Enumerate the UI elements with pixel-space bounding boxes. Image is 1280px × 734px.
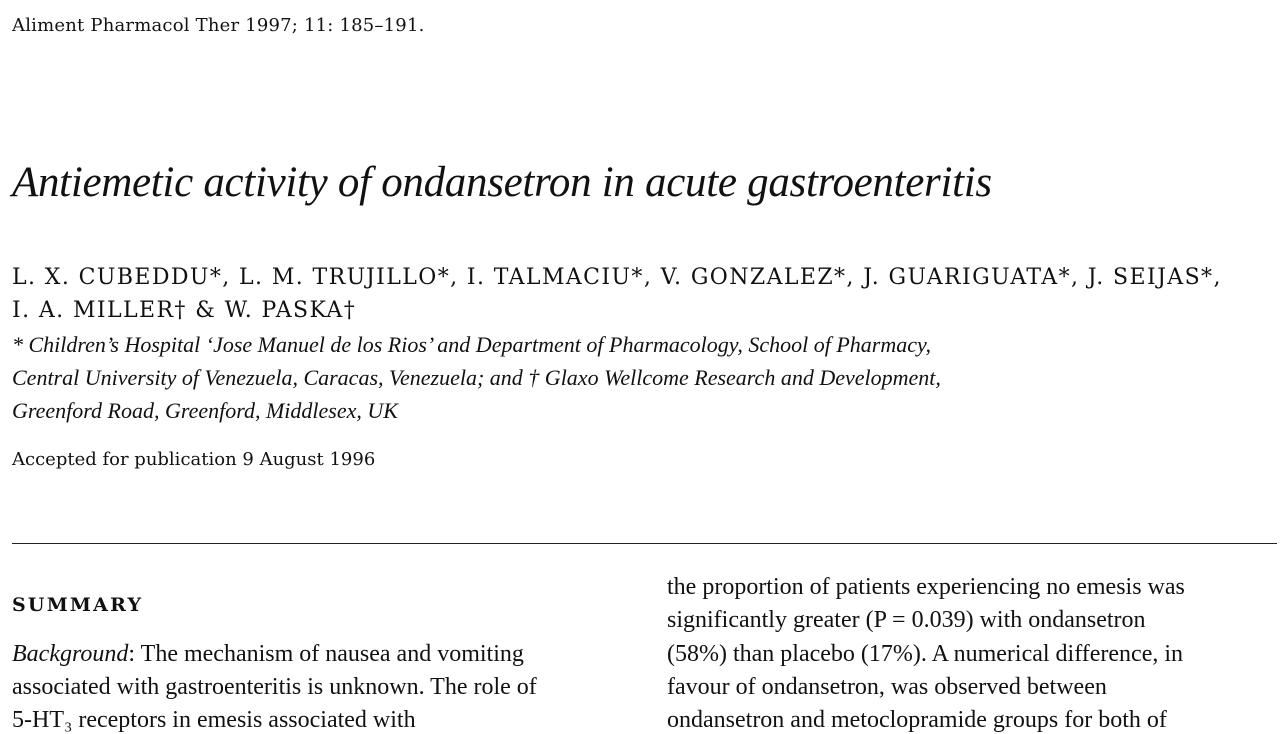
article-title: Antiemetic activity of ondansetron in acute gastroenteritis — [12, 159, 992, 206]
author-line-2: I. A. MILLER† & W. PASKA† — [12, 298, 357, 323]
summary-left-line: associated with gastroenteritis is unknown. The role of — [12, 674, 537, 700]
summary-left-line — [12, 641, 524, 668]
affiliation-line-2: Central University of Venezuela, Caracas, Venezuela; and † Glaxo Wellcome Research and Development, — [12, 365, 941, 390]
summary-right-line: significantly greater (P = 0.039) with ondansetron — [667, 607, 1146, 633]
journal-reference: Aliment Pharmacol Ther 1997; 11: 185–191. — [12, 15, 425, 36]
affiliation-line-1: * Children’s Hospital ‘Jose Manuel de los Rios’ and Department of Pharmacology, School of Pharmacy, — [12, 332, 932, 357]
affiliation-line-3: Greenford Road, Greenford, Middlesex, UK — [12, 398, 398, 423]
summary-right-line: favour of ondansetron, was observed between — [667, 674, 1107, 700]
summary-heading: SUMMARY — [12, 594, 144, 616]
author-line-1: L. X. CUBEDDU*, L. M. TRUJILLO*, I. TALMACIU*, V. GONZALEZ*, J. GUARIGUATA*, J. SEIJAS*, — [12, 265, 1222, 290]
summary-left-line: 5-HT₃ receptors in emesis associated with — [12, 707, 416, 733]
summary-right-line: ondansetron and metoclopramide groups for both of — [667, 707, 1167, 733]
summary-left-text: : The mechanism of nausea and vomiting — [128, 641, 524, 667]
background-label: Background — [12, 641, 129, 667]
summary-right-line: the proportion of patients experiencing no emesis was — [667, 574, 1185, 600]
accepted-date: Accepted for publication 9 August 1996 — [12, 449, 376, 470]
section-divider — [12, 543, 1277, 544]
summary-right-line: (58%) than placebo (17%). A numerical difference, in — [667, 641, 1184, 667]
